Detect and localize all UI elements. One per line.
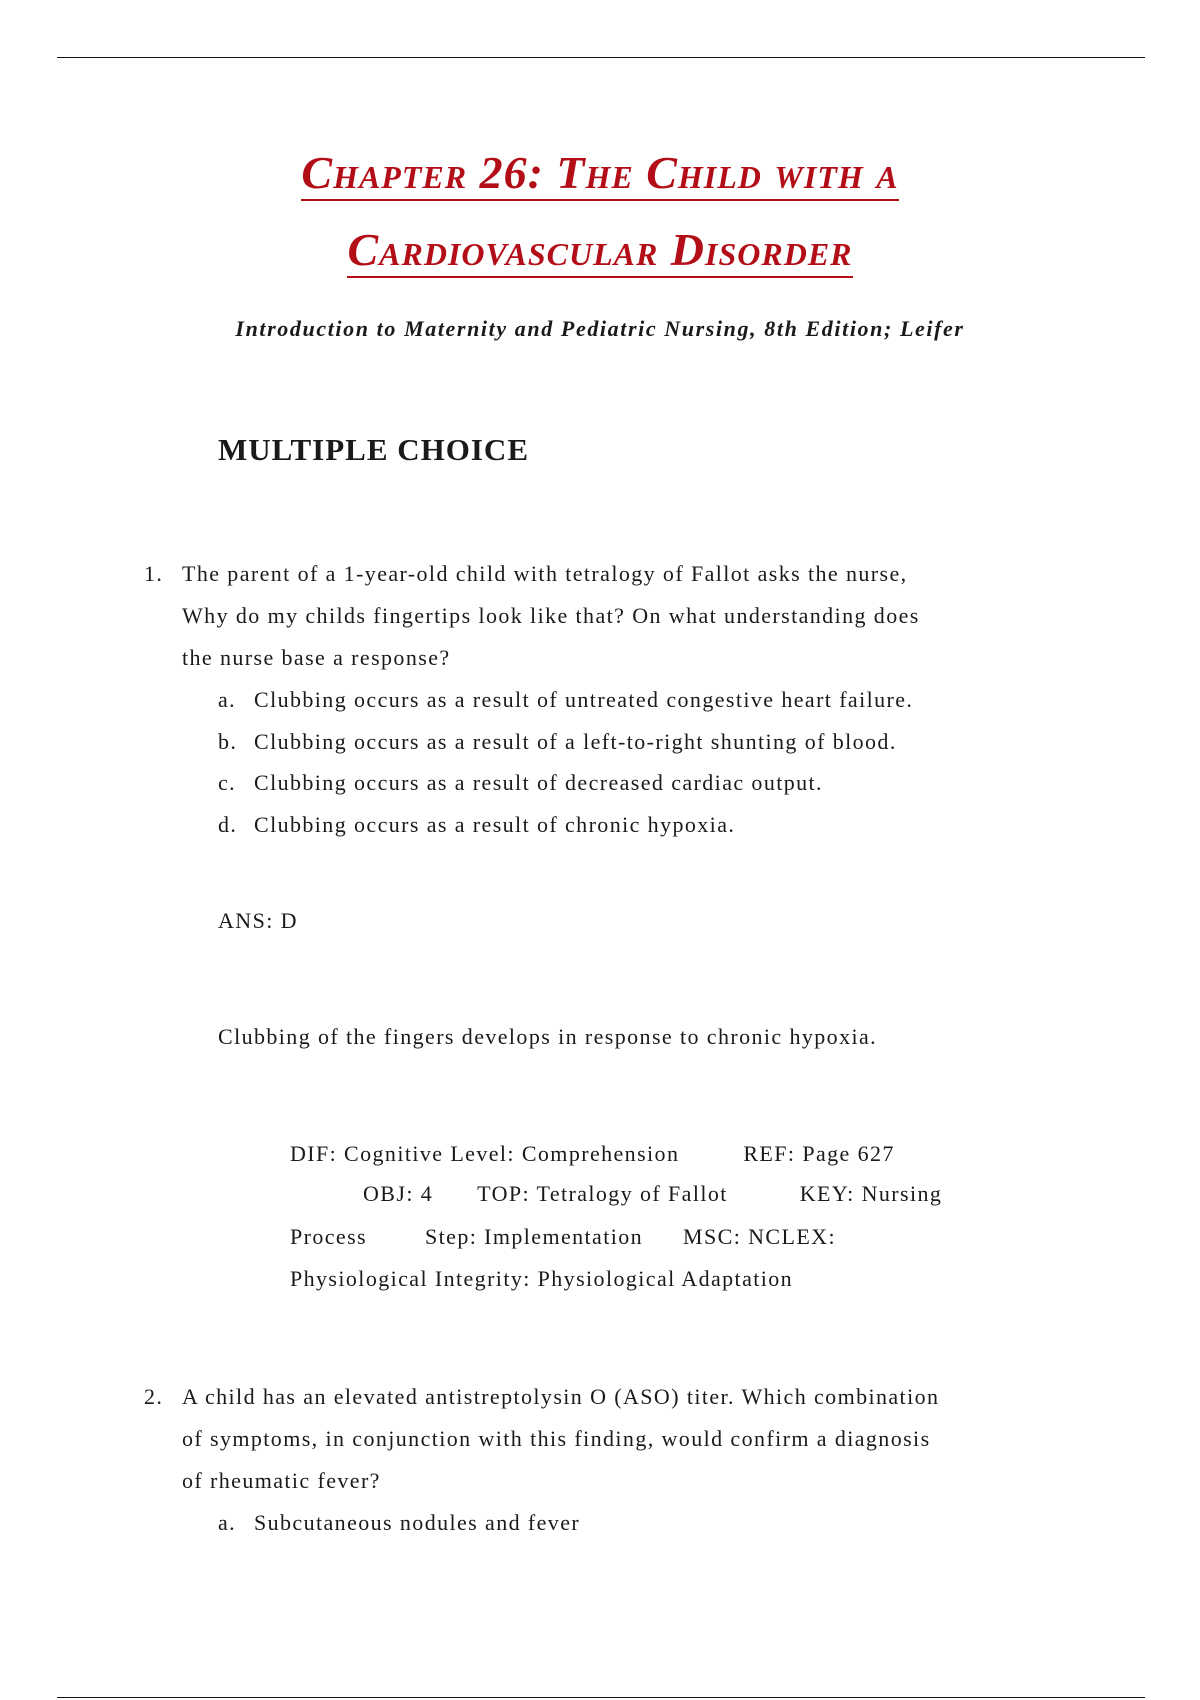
metadata-line-4 (290, 1266, 793, 1292)
chapter-title-line-1: Chapter 26: The Child with a (0, 150, 1200, 196)
stem-line: of symptoms, in conjunction with this finding, would confirm a diagnosis (182, 1426, 931, 1451)
question-stem (182, 553, 1104, 679)
choice-c (218, 762, 1104, 804)
choice-letter: a. (218, 687, 237, 712)
header-rule (57, 57, 1145, 58)
key: KEY: Nursing (799, 1181, 943, 1206)
difficulty: DIF: Cognitive Level: Comprehension (290, 1141, 680, 1166)
question-2 (144, 1376, 1104, 1544)
choice-text: Subcutaneous nodules and fever (254, 1510, 581, 1535)
question-1 (144, 553, 1104, 845)
book-subtitle: Introduction to Maternity and Pediatric Nursing, 8th Edition; Leifer (235, 316, 965, 341)
answer-key: ANS: D (218, 908, 298, 933)
key-continued: Process (290, 1224, 368, 1249)
stem-line: A child has an elevated antistreptolysin O (ASO) titer. Which combination (182, 1384, 940, 1409)
choice-text: Clubbing occurs as a result of a left-to-right shunting of blood. (254, 728, 897, 754)
metadata-line-3 (290, 1224, 836, 1250)
reference: REF: Page 627 (743, 1141, 895, 1166)
choice-text: Clubbing occurs as a result of decreased cardiac output. (254, 770, 823, 795)
topic: TOP: Tetralogy of Fallot (477, 1181, 728, 1206)
choice-letter: c. (218, 770, 237, 795)
choice-text: Clubbing occurs as a result of chronic hypoxia. (254, 811, 736, 837)
choice-text: Clubbing occurs as a result of untreated congestive heart failure. (254, 687, 914, 712)
choice-letter: d. (218, 811, 238, 837)
question-stem (182, 1376, 1104, 1502)
choice-b (218, 721, 1104, 763)
section-heading: MULTIPLE CHOICE (218, 432, 529, 467)
footer-rule (57, 1697, 1145, 1698)
objective: OBJ: 4 (363, 1181, 434, 1206)
stem-line: The parent of a 1-year-old child with tetralogy of Fallot asks the nurse, (182, 561, 908, 586)
chapter-title-line-2: Cardiovascular Disorder (0, 227, 1200, 273)
choice-letter: a. (218, 1510, 237, 1535)
step: Step: Implementation (425, 1224, 644, 1249)
stem-line: the nurse base a response? (182, 645, 451, 670)
choice-a (218, 1502, 1104, 1544)
stem-line: of rheumatic fever? (182, 1468, 381, 1493)
metadata-line-1 (290, 1141, 895, 1167)
choice-letter: b. (218, 728, 238, 754)
msc: MSC: NCLEX: (683, 1224, 836, 1249)
choice-a (218, 679, 1104, 721)
rationale: Clubbing of the fingers develops in response to chronic hypoxia. (218, 1024, 878, 1049)
answer-choices (218, 679, 1104, 845)
answer-choices (218, 1502, 1104, 1544)
stem-line: Why do my childs fingertips look like that? On what understanding does (182, 603, 920, 628)
question-number: 1. (144, 561, 164, 586)
msc-continued: Physiological Integrity: Physiological Adaptation (290, 1266, 794, 1291)
question-number: 2. (144, 1384, 164, 1409)
metadata-line-2 (290, 1181, 942, 1207)
choice-d (218, 804, 1104, 846)
